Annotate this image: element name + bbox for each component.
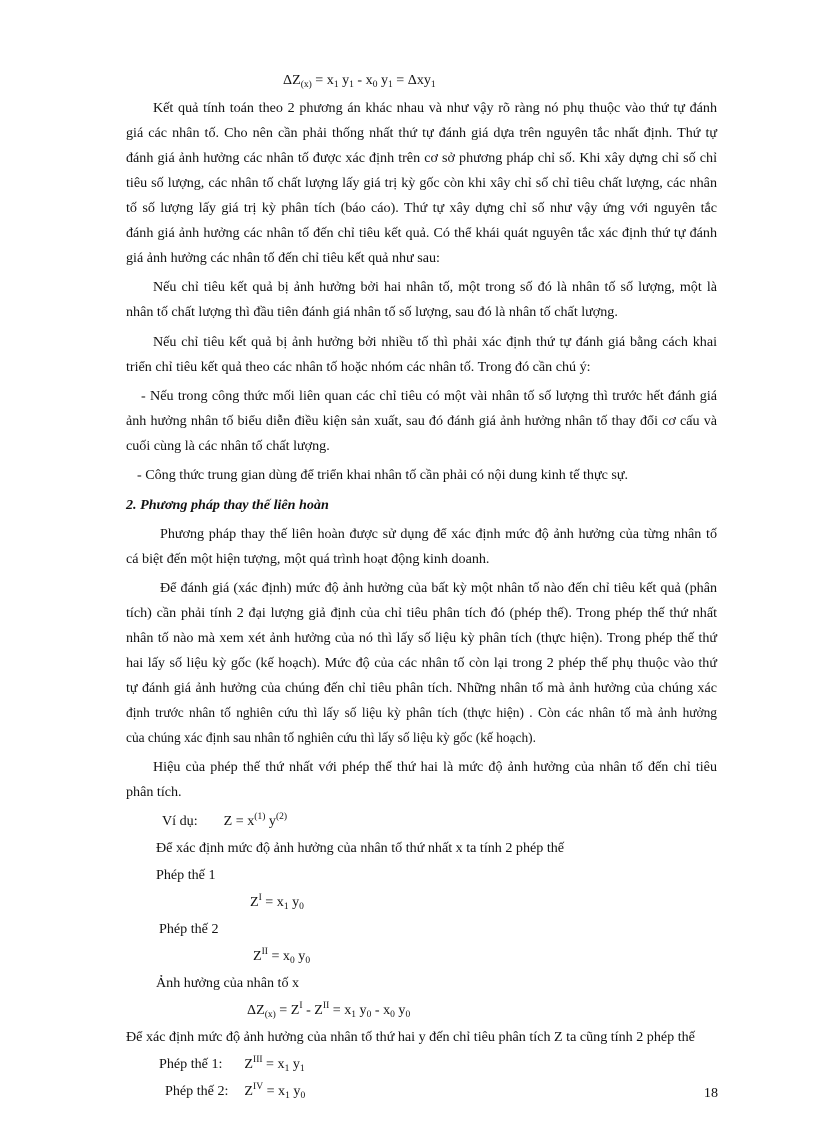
page-number: 18 (703, 1085, 718, 1101)
intro-factor-y: Để xác định mức độ ảnh hưởng của nhân tố thứ hai y đến chỉ tiêu phân tích Z ta cũng tính 2 phép thế (126, 1029, 695, 1045)
text-line: Hiệu của phép thế thứ nhất với phép thế thứ hai là mức độ ảnh hưởng của nhân tố đến chỉ tiêu (153, 759, 717, 775)
text-line: Nếu chỉ tiêu kết quả bị ảnh hưởng bởi nhiều tố thì phải xác định thứ tự đánh giá bằng cách khai (153, 334, 717, 350)
text-line: Nếu chỉ tiêu kết quả bị ảnh hưởng bởi hai nhân tố, một trong số đó là nhân tố số lượng, một là (153, 279, 717, 295)
text-line: triển chỉ tiêu kết quả theo các nhân tố hoặc nhóm các nhân tố. Trong đó cần chú ý: (126, 359, 591, 375)
influence-x-label: Ảnh hưởng của nhân tố x (156, 975, 300, 991)
text-line: cá biệt đến một hiện tượng, một quá trình hoạt động kinh doanh. (126, 551, 490, 567)
text-line: giá các nhân tố. Cho nên cần phải thống nhất thứ tự đánh giá dựa trên nguyên tắc nhất định. Thứ tự (126, 125, 717, 141)
section-heading: 2. Phương pháp thay thế liên hoàn (126, 497, 329, 513)
text-line: phân tích. (126, 784, 182, 800)
text-line: tố số lượng lấy giá trị kỳ phân tích (báo cáo). Thứ tự xây dựng chỉ số như vậy ứng với nguyên tắc (126, 200, 717, 216)
text-line: cuối cùng là các nhân tố chất lượng. (126, 438, 330, 454)
text-line: Kết quả tính toán theo 2 phương án khác nhau và như vậy rõ ràng nó phụ thuộc vào thứ tự đánh (153, 100, 717, 116)
text-line: ảnh hưởng nhân tố biểu diễn điều kiện sản xuất, sau đó đánh giá ảnh hưởng nhân tố thay đổi cơ cấu và (126, 413, 717, 429)
bullet-intermediate-formula: - Công thức trung gian dùng để triển khai nhân tố cần phải có nội dung kinh tế thực sự. (137, 467, 629, 483)
formula-z3: Phép thế 1: $Z^{III} = x_1$ $y_1$ (159, 1055, 305, 1074)
substitution-2-label: Phép thế 2 (159, 921, 219, 937)
formula-z2: $Z^{II} = x_0$ $y_0$ (253, 947, 311, 966)
example-formula: Ví dụ: $Z = x^{(1)}$ $y^{(2)}$ (162, 812, 288, 829)
formula-z4: Phép thế 2: $Z^{IV} = x_1$ $y_0$ (165, 1082, 306, 1101)
text-line: Để đánh giá (xác định) mức độ ảnh hưởng của bất kỳ một nhân tố nào đến chỉ tiêu kết quả (phân (160, 580, 717, 596)
text-line: tự đánh giá ảnh hưởng của chúng đến chỉ tiêu phân tích. Những nhân tố mà ảnh hưởng của chúng xác (126, 680, 717, 696)
text-line: của chúng xác định sau nhân tố nghiên cứu thì lấy số liệu kỳ gốc (kế hoạch). (126, 730, 536, 745)
formula-delta-z-x: $\Delta Z_{(x)} = Z^I - Z^{II} = x_1$ $y_0 - x_0$ $y_0$ (247, 1001, 411, 1020)
text-line: đánh giá ảnh hưởng các nhân tố đến chỉ tiêu kết quả. Có thể khái quát nguyên tắc xác định thứ tự đánh (126, 225, 717, 241)
text-line: - Nếu trong công thức mối liên quan các chỉ tiêu có một vài nhân tố số lượng thì trước hết đánh giá (141, 388, 717, 404)
text-line: định trước nhân tố nghiên cứu thì lấy số liệu kỳ phân tích (thực hiện) . Còn các nhân tố mà ảnh hưởng (126, 705, 717, 720)
text-line: nhân tố nào mà xem xét ảnh hưởng của nó thì lấy số liệu kỳ phân tích (thực hiện). Trong phép thế thứ (126, 630, 717, 646)
text-line: nhân tố chất lượng thì đầu tiên đánh giá nhân tố số lượng, sau đó là nhân tố chất lượng. (126, 304, 618, 320)
formula-z1: $Z^I = x_1$ $y_0$ (250, 893, 304, 912)
text-line: tích) cần phải tính 2 đại lượng giả định của chỉ tiêu phân tích đó (phép thế). Trong phép thế thứ nhất (126, 605, 717, 621)
substitution-1-label: Phép thế 1 (156, 867, 216, 883)
intro-factor-x: Để xác định mức độ ảnh hưởng của nhân tố thứ nhất x ta tính 2 phép thế (156, 840, 565, 856)
text-line: tiêu số lượng, các nhân tố chất lượng lấy giá trị kỳ gốc còn khi xây chỉ số chỉ tiêu chất lượng, các nhân (126, 175, 717, 191)
text-line: hai lấy số liệu kỳ gốc (kế hoạch). Mức độ của các nhân tố còn lại trong 2 phép thế phụ thuộc vào thứ (126, 655, 717, 671)
text-line: đánh giá ảnh hưởng các nhân tố được xác định trên cơ sở phương pháp chỉ số. Khi xây dựng chỉ số chỉ (126, 150, 717, 166)
text-line: Phương pháp thay thế liên hoàn được sử dụng để xác định mức độ ảnh hưởng của từng nhân tố (160, 526, 717, 542)
formula-delta-z-top: $\Delta Z_{(x)} = x_1$ $y_1 - x_0$ $y_1 = \Delta xy_1$ (283, 72, 436, 90)
text-line: giá ảnh hưởng các nhân tố đến chỉ tiêu kết quả như sau: (126, 250, 440, 266)
